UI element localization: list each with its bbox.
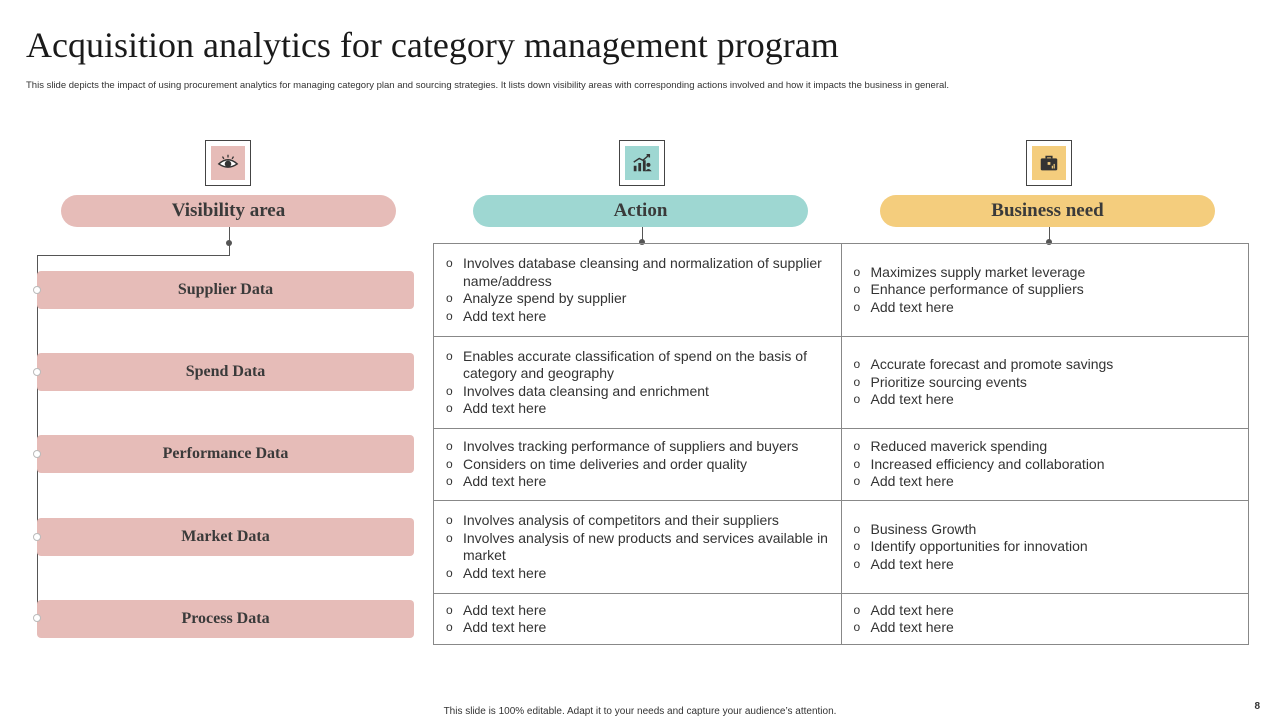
header-action: Action bbox=[473, 195, 808, 227]
list-item: o Involves data cleansing and enrichment bbox=[444, 383, 831, 401]
list-item: o Add text here bbox=[852, 391, 1239, 409]
action-cell bbox=[434, 337, 842, 429]
list-item: o Add text here bbox=[852, 619, 1239, 637]
list-item: o Add text here bbox=[444, 308, 831, 326]
list-item: o Identify opportunities for innovation bbox=[852, 538, 1239, 556]
connector-line bbox=[37, 255, 230, 256]
header-business-need: Business need bbox=[880, 195, 1215, 227]
list-item: o Involves analysis of competitors and their suppliers bbox=[444, 512, 831, 530]
footer-note: This slide is 100% editable. Adapt it to your needs and capture your audience’s attention. bbox=[443, 706, 837, 717]
connector-node bbox=[33, 450, 41, 458]
table-row bbox=[434, 501, 1249, 594]
connector-node bbox=[33, 614, 41, 622]
list-item: o Add text here bbox=[852, 299, 1239, 317]
action-icon-frame bbox=[619, 140, 665, 186]
list-item: o Considers on time deliveries and order quality bbox=[444, 456, 831, 474]
need-cell bbox=[841, 244, 1249, 337]
connector-node bbox=[33, 286, 41, 294]
briefcase-icon bbox=[1032, 146, 1066, 180]
connector-dot bbox=[226, 240, 232, 246]
visibility-icon-frame bbox=[205, 140, 251, 186]
list-item: o Add text here bbox=[444, 602, 831, 620]
list-item: o Accurate forecast and promote savings bbox=[852, 356, 1239, 374]
list-item: o Enhance performance of suppliers bbox=[852, 281, 1239, 299]
list-item: o Analyze spend by supplier bbox=[444, 290, 831, 308]
slide-subtitle: This slide depicts the impact of using procurement analytics for managing category plan and sourcing strategies. It lists down visibility areas with corresponding actions involved and how it impacts the business in general. bbox=[26, 80, 950, 91]
connector-node bbox=[33, 368, 41, 376]
growth-chart-icon bbox=[625, 146, 659, 180]
visibility-item-performance-data: Performance Data bbox=[37, 435, 414, 473]
list-item: o Increased efficiency and collaboration bbox=[852, 456, 1239, 474]
need-cell bbox=[841, 501, 1249, 594]
business-icon-frame bbox=[1026, 140, 1072, 186]
list-item: o Add text here bbox=[444, 473, 831, 491]
list-item: o Add text here bbox=[852, 556, 1239, 574]
visibility-item-supplier-data: Supplier Data bbox=[37, 271, 414, 309]
list-item: o Involves database cleansing and normalization of supplier name/address bbox=[444, 255, 831, 290]
action-need-table bbox=[433, 243, 1249, 645]
visibility-item-market-data: Market Data bbox=[37, 518, 414, 556]
action-cell bbox=[434, 244, 842, 337]
list-item: o Add text here bbox=[444, 619, 831, 637]
need-cell bbox=[841, 337, 1249, 429]
list-item: o Maximizes supply market leverage bbox=[852, 264, 1239, 282]
need-cell bbox=[841, 594, 1249, 645]
list-item: o Add text here bbox=[852, 473, 1239, 491]
visibility-item-spend-data: Spend Data bbox=[37, 353, 414, 391]
action-cell bbox=[434, 501, 842, 594]
connector-node bbox=[33, 533, 41, 541]
list-item: o Add text here bbox=[444, 400, 831, 418]
list-item: o Involves analysis of new products and services available in market bbox=[444, 530, 831, 565]
list-item: o Reduced maverick spending bbox=[852, 438, 1239, 456]
visibility-item-process-data: Process Data bbox=[37, 600, 414, 638]
slide-title: Acquisition analytics for category management program bbox=[26, 25, 839, 65]
table-row bbox=[434, 337, 1249, 429]
eye-icon bbox=[211, 146, 245, 180]
list-item: o Prioritize sourcing events bbox=[852, 374, 1239, 392]
list-item: o Business Growth bbox=[852, 521, 1239, 539]
action-cell bbox=[434, 594, 842, 645]
list-item: o Add text here bbox=[852, 602, 1239, 620]
table-row bbox=[434, 244, 1249, 337]
list-item: o Enables accurate classification of spend on the basis of category and geography bbox=[444, 348, 831, 383]
list-item: o Add text here bbox=[444, 565, 831, 583]
header-visibility-area: Visibility area bbox=[61, 195, 396, 227]
action-cell bbox=[434, 429, 842, 501]
page-number: 8 bbox=[1254, 701, 1260, 712]
list-item: o Involves tracking performance of suppliers and buyers bbox=[444, 438, 831, 456]
table-row bbox=[434, 429, 1249, 501]
need-cell bbox=[841, 429, 1249, 501]
table-row bbox=[434, 594, 1249, 645]
